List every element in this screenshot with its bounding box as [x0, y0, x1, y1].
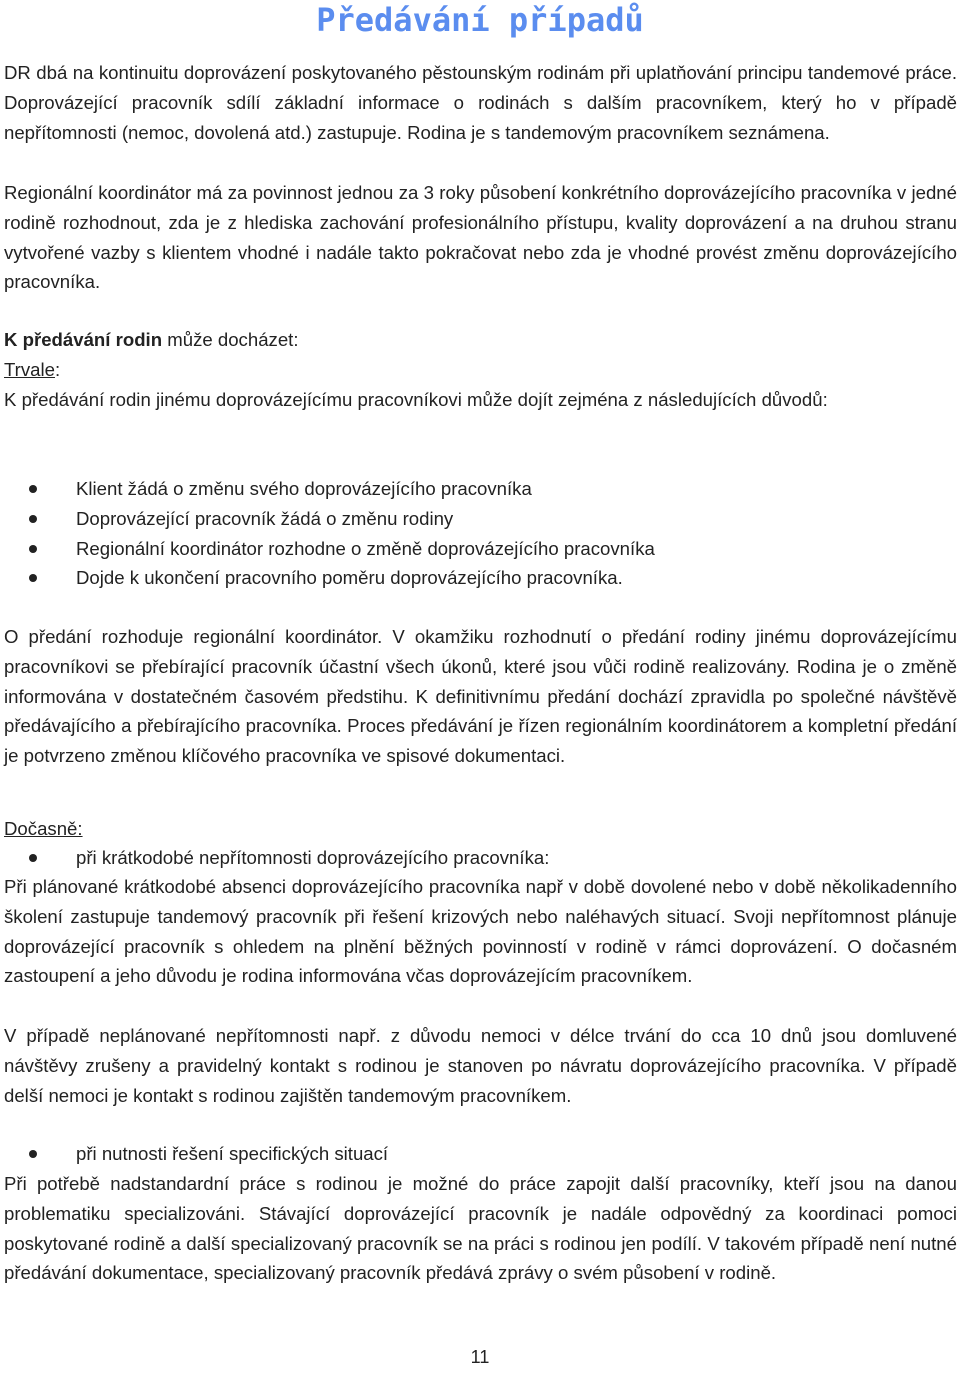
temporary-bullet-2 — [4, 1139, 957, 1169]
temporary-label: Dočasně: — [4, 818, 83, 839]
temporary-label-line — [4, 814, 957, 844]
permanent-label: Trvale — [4, 359, 55, 380]
permanent-label-line — [4, 355, 957, 385]
reasons-list — [4, 474, 957, 593]
planned-absence-paragraph: Při plánované krátkodobé absenci doprovázejícího pracovníka např v době dovolené nebo v době několikadenního školení zastupuje tandemový pracovník při řešení krizových nebo naléhavých situací. Svoji nepřítomnost plánuje doprovázející pracovník s ohledem na plnění běžných povinností v rodině v rámci doprovázení. O dočasném zastoupení a jeho důvodu je rodina informována včas doprovázejícím pracovníkem. — [4, 876, 957, 987]
list-item: Dojde k ukončení pracovního poměru doprovázejícího pracovníka. — [4, 563, 957, 593]
unplanned-absence-paragraph: V případě neplánované nepřítomnosti např. z důvodu nemoci v délce trvání do cca 10 dnů jsou domluvené návštěvy zrušeny a pravidelný kontakt s rodinou je stanoven po návratu doprovázejícího pracovníka. V případě delší nemoci je kontakt s rodinou zajištěn tandemovým pracovníkem. — [4, 1025, 957, 1106]
intro-paragraph-2: Regionální koordinátor má za povinnost jednou za 3 roky působení konkrétního doprovázejícího pracovníka v jedné rodině rozhodnout, zda je z hlediska zachování profesionálního přístupu, kvality doprovázení a na druhou stranu vytvořené vazby s klientem vhodné i nadále takto pokračovat nebo zda je vhodné provést změnu doprovázejícího pracovníka. — [4, 182, 957, 293]
list-item: Doprovázející pracovník žádá o změnu rodiny — [4, 504, 957, 534]
intro-paragraph-1: DR dbá na kontinuitu doprovázení poskytovaného pěstounským rodinám při uplatňování principu tandemové práce. Doprovázející pracovník sdílí základní informace o rodinách s dalším pracovníkem, který ho v případě nepřítomnosti (nemoc, dovolená atd.) zastupuje. Rodina je s tandemovým pracovníkem seznámena. — [4, 62, 957, 143]
page-title: Předávání případů — [316, 1, 644, 39]
decision-paragraph: O předání rozhoduje regionální koordinátor. V okamžiku rozhodnutí o předání rodiny jinému doprovázejícímu pracovníkovi se přebírající pracovník účastní všech úkonů, které jsou vůči rodině realizovány. Rodina je o změně informována v dostatečném časovém předstihu. K definitivnímu předání dochází zpravidla po společné návštěvě předávajícího a přebírajícího pracovníka. Proces předávání je řízen regionálním koordinátorem a kompletní předání je potvrzeno změnou klíčového pracovníka ve spisové dokumentaci. — [4, 626, 957, 767]
list-item: při krátkodobé nepřítomnosti doprovázejícího pracovníka: — [4, 843, 957, 873]
section-heading-rest: může docházet: — [162, 329, 299, 350]
list-item: Regionální koordinátor rozhodne o změně doprovázejícího pracovníka — [4, 534, 957, 564]
list-item: při nutnosti řešení specifických situací — [4, 1139, 957, 1169]
permanent-intro: K předávání rodin jinému doprovázejícímu pracovníkovi může dojít zejména z následujících důvodů: — [4, 389, 828, 410]
section-heading-bold: K předávání rodin — [4, 329, 163, 350]
page-number: 11 — [470, 1347, 490, 1367]
section-heading — [4, 325, 957, 355]
temporary-bullet-1 — [4, 843, 957, 873]
list-item: Klient žádá o změnu svého doprovázejícího pracovníka — [4, 474, 957, 504]
specific-situations-paragraph: Při potřebě nadstandardní práce s rodinou je možné do práce zapojit další pracovníky, kteří jsou na danou problematiku specializováni. Stávající doprovázející pracovník je nadále odpovědný za koordinaci pomoci poskytované rodině a další specializovaný pracovník se na práci s rodinou jen podílí. V takovém případě není nutné předávání dokumentace, specializovaný pracovník předává zprávy o svém působení v rodině. — [4, 1173, 957, 1284]
permanent-label-colon: : — [54, 359, 61, 380]
